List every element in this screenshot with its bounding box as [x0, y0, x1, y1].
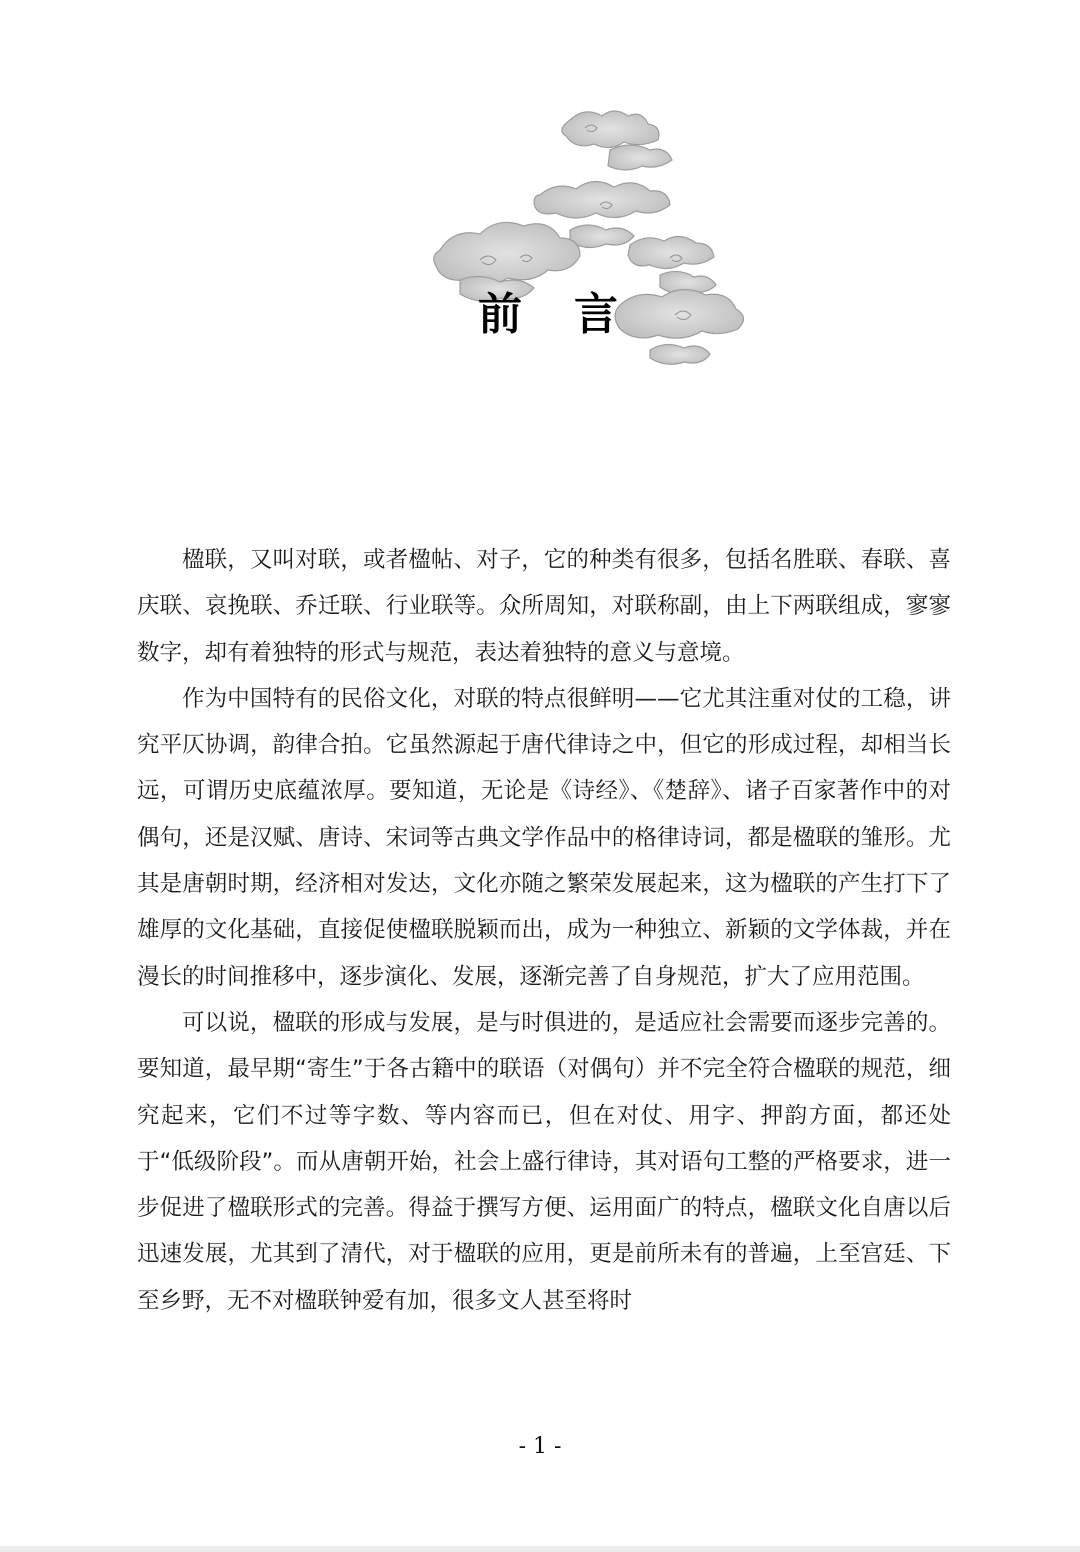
body-text [137, 537, 951, 1324]
title-char-1: 前 [478, 289, 522, 340]
page-bottom-edge [0, 1546, 1080, 1552]
page-number: - 1 - [518, 1434, 562, 1459]
title-char-2: 言 [574, 289, 618, 340]
paragraph-3: 可以说，楹联的形成与发展，是与时俱进的，是适应社会需要而逐步完善的。要知道，最早期“寄生”于各古籍中的联语（对偶句）并不完全符合楹联的规范，细究起来，它们不过等字数、等内容而已，但在对仗、用字、押韵方面，都还处于“低级阶段”。而从唐朝开始，社会上盛行律诗，其对语句工整的严格要求，进一步促进了楹联形式的完善。得益于撰写方便、运用面广的特点，楹联文化自唐以后迅速发展，尤其到了清代，对于楹联的应用，更是前所未有的普遍，上至宫廷、下至乡野，无不对楹联钟爱有加，很多文人甚至将时 [137, 1009, 951, 1314]
paragraph-2: 作为中国特有的民俗文化，对联的特点很鲜明——它尤其注重对仗的工稳，讲究平仄协调，韵律合拍。它虽然源起于唐代律诗之中，但它的形成过程，却相当长远，可谓历史底蕴浓厚。要知道，无论是《诗经》、《楚辞》、诸子百家著作中的对偶句，还是汉赋、唐诗、宋词等古典文学作品中的格律诗词，都是楹联的雏形。尤其是唐朝时期，经济相对发达，文化亦随之繁荣发展起来，这为楹联的产生打下了雄厚的文化基础，直接促使楹联脱颖而出，成为一种独立、新颖的文学体裁，并在漫长的时间推移中，逐步演化、发展，逐渐完善了自身规范，扩大了应用范围。 [137, 685, 951, 990]
paragraph-1: 楹联，又叫对联，或者楹帖、对子，它的种类有很多，包括名胜联、春联、喜庆联、哀挽联、乔迁联、行业联等。众所周知，对联称副，由上下两联组成，寥寥数字，却有着独特的形式与规范，表达着独特的意义与意境。 [137, 547, 951, 666]
page-title [478, 280, 618, 350]
